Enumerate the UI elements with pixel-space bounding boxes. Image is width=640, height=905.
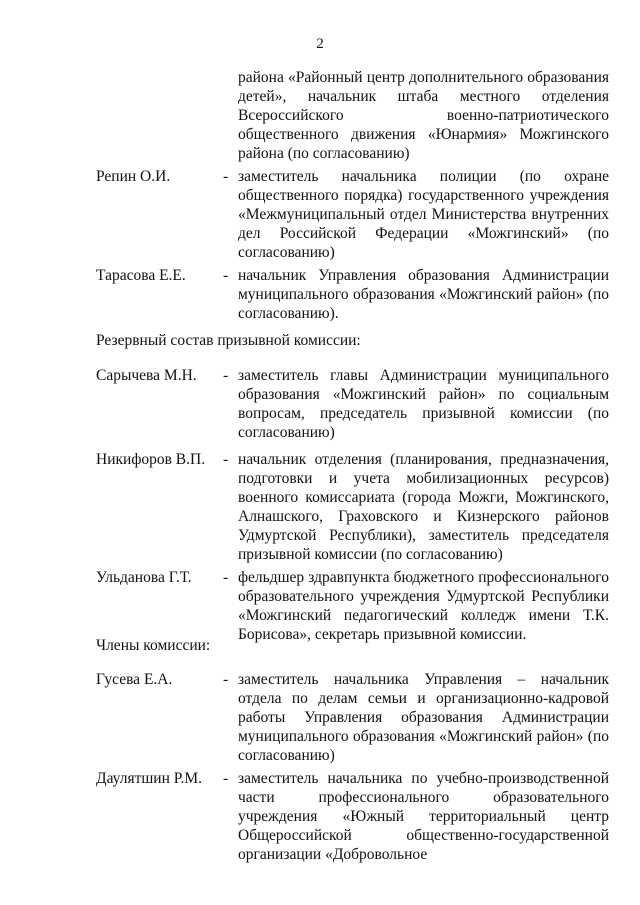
page-number: 2 bbox=[316, 36, 324, 52]
reserve-name-sarycheva: Сарычева М.Н. bbox=[96, 367, 197, 384]
member-name-tarasova: Тарасова Е.Е. bbox=[96, 267, 186, 284]
member-position-repin: заместитель начальника полиции (по охране общественного порядка) государственного учреждения «Межмуниципальный отдел Министерства внутренних дел Российской Федерации «Можгинский» (по согласованию) bbox=[238, 168, 609, 261]
reserve-position-nikiforov: начальник отделения (планирования, предназначения, подготовки и учета мобилизационных ресурсов) военного комиссариата (города Можги, Можгинского, Алнашского, Граховского и Кизнерского районов Удмуртской Республики), заместитель председателя призывной комиссии (по согласованию) bbox=[238, 451, 609, 563]
member-dash-guseva: - bbox=[223, 671, 229, 688]
member-position-guseva: заместитель начальника Управления – начальник отдела по делам семьи и организационно-кадровой работы Управления образования Администрации муниципального образования «Можгинский район» (по согласованию) bbox=[238, 671, 609, 764]
reserve-section-heading: Резервный состав призывной комиссии: bbox=[96, 332, 361, 349]
reserve-dash-sarycheva: - bbox=[223, 367, 229, 384]
reserve-dash-nikiforov: - bbox=[223, 451, 229, 468]
continuation-paragraph: района «Районный центр дополнительного образования детей», начальник штаба местного отделения Всероссийского военно-патриотического общественного движения «Юнармия» Можгинского района (по согласованию) bbox=[238, 69, 609, 162]
member-name-daulyatshin: Даулятшин Р.М. bbox=[96, 770, 202, 787]
member-position-tarasova: начальник Управления образования Администрации муниципального образования «Можгинский район» (по согласованию). bbox=[238, 267, 609, 322]
reserve-dash-uldanova: - bbox=[223, 569, 229, 586]
member-dash-daulyatshin: - bbox=[223, 770, 229, 787]
member-position-daulyatshin: заместитель начальника по учебно-производственной части профессионального образовательного учреждения «Южный территориальный центр Общероссийской общественно-государственной организации «Добровольное bbox=[238, 770, 609, 863]
reserve-position-sarycheva: заместитель главы Администрации муниципального образования «Можгинский район» по социальным вопросам, председатель призывной комиссии (по согласованию) bbox=[238, 367, 609, 441]
member-name-guseva: Гусева Е.А. bbox=[96, 671, 173, 688]
reserve-name-nikiforov: Никифоров В.П. bbox=[96, 451, 206, 468]
member-dash-tarasova: - bbox=[223, 267, 229, 284]
members-section-heading: Члены комиссии: bbox=[96, 637, 211, 654]
member-dash-repin: - bbox=[223, 168, 229, 185]
reserve-name-uldanova: Ульданова Г.Т. bbox=[96, 569, 192, 586]
reserve-position-uldanova: фельдшер здравпункта бюджетного профессионального образовательного учреждения Удмуртской Республики «Можгинский педагогический колледж имени Т.К. Борисова», секретарь призывной комиссии. bbox=[238, 569, 609, 643]
member-name-repin: Репин О.И. bbox=[96, 168, 171, 185]
